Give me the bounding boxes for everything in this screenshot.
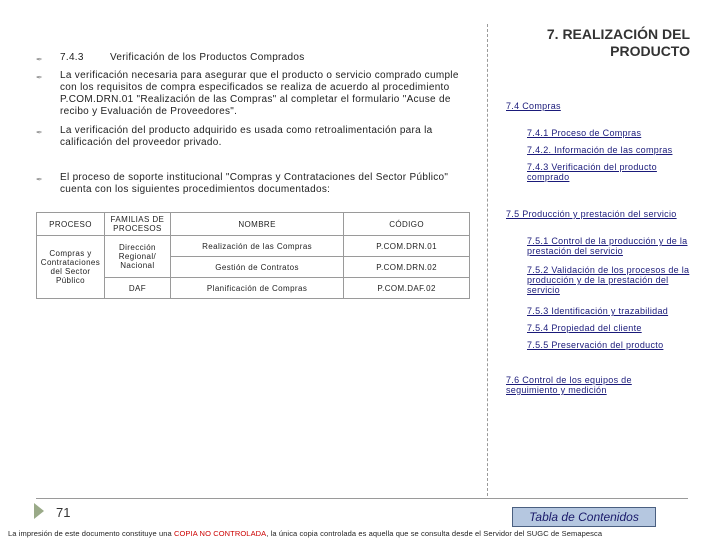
bullet-text: La verificación del producto adquirido es usada como retroalimentación para la calificación del proveedor privado. [60, 125, 433, 148]
toc-link-7-5-1[interactable]: 7.5.1 Control de la producción y de la prestación del servicio [527, 236, 688, 256]
bullet-text: El proceso de soporte institucional "Compras y Contrataciones del Sector Público" cuenta con los siguientes procedimientos documentados: [60, 172, 449, 195]
table-header-cell: FAMILIAS DE PROCESOS [104, 213, 170, 236]
page-number: 71 [56, 505, 71, 520]
bottom-divider [36, 498, 688, 499]
code-cell: P.COM.DAF.02 [344, 278, 470, 299]
toc-button[interactable]: Tabla de Contenidos [512, 507, 656, 527]
toc-link-7-5-3[interactable]: 7.5.3 Identificación y trazabilidad [527, 306, 669, 316]
name-cell: Planificación de Compras [170, 278, 343, 299]
arrow-icon [34, 503, 44, 519]
name-cell: Realización de las Compras [170, 236, 343, 257]
procedures-table [36, 212, 470, 299]
toc-link-7-5-2[interactable]: 7.5.2 Validación de los procesos de la producción y de la prestación del servicio [527, 265, 690, 295]
code-cell: P.COM.DRN.01 [344, 236, 470, 257]
family-cell: DAF [104, 278, 170, 299]
process-cell: Compras y Contrataciones del Sector Público [37, 236, 105, 299]
table-header-cell: NOMBRE [170, 213, 343, 236]
toc-link-7-4-1[interactable]: 7.4.1 Proceso de Compras [527, 128, 642, 138]
table-header-cell: CÓDIGO [344, 213, 470, 236]
code-cell: P.COM.DRN.02 [344, 257, 470, 278]
vertical-divider [487, 24, 488, 496]
table-header-row [37, 213, 470, 236]
bullet-text: La verificación necesaria para asegurar que el producto o servicio comprado cumple con los requisitos de compra especificados se realiza de acuerdo al procedimiento P.COM.DRN.01 "Realización de las Compras" al completar el formulario "Acuse de recibo y Evaluación de Proveedores". [60, 70, 459, 117]
footer-text: La impresión de este documento constituye una [8, 529, 174, 538]
family-cell: Dirección Regional/ Nacional [104, 236, 170, 278]
uncontrolled-copy-label: COPIA NO CONTROLADA [173, 529, 267, 538]
toc-link-7-4-3[interactable]: 7.4.3 Verificación del producto comprado [527, 162, 657, 182]
toc-link-7-5[interactable]: 7.5 Producción y prestación del servicio [506, 209, 677, 219]
bullet-icon: ✒ [36, 175, 44, 184]
bullet-icon: ✒ [36, 55, 44, 64]
toc-link-7-5-5[interactable]: 7.5.5 Preservación del producto [527, 340, 664, 350]
toc-link-7-5-4[interactable]: 7.5.4 Propiedad del cliente [527, 323, 642, 333]
footer-disclaimer [8, 529, 718, 538]
bullet-icon: ✒ [36, 128, 44, 137]
toc-link-7-4-2[interactable]: 7.4.2. Información de las compras [527, 145, 673, 155]
table-header-cell: PROCESO [37, 213, 105, 236]
footer-text: , la única copia controlada es aquella que se consulta desde el Servidor del SUGC de Semapesca [266, 529, 603, 538]
page-title: 7. REALIZACIÓN DEL PRODUCTO [546, 26, 690, 59]
bullet-icon: ✒ [36, 73, 44, 82]
name-cell: Gestión de Contratos [170, 257, 343, 278]
toc-link-7-6[interactable]: 7.6 Control de los equipos de seguimiento y medición [506, 375, 632, 395]
section-code: 7.4.3 [60, 52, 84, 63]
toc-link-7-4[interactable]: 7.4 Compras [506, 101, 561, 111]
table-row [37, 236, 470, 257]
section-title: Verificación de los Productos Comprados [110, 52, 305, 63]
